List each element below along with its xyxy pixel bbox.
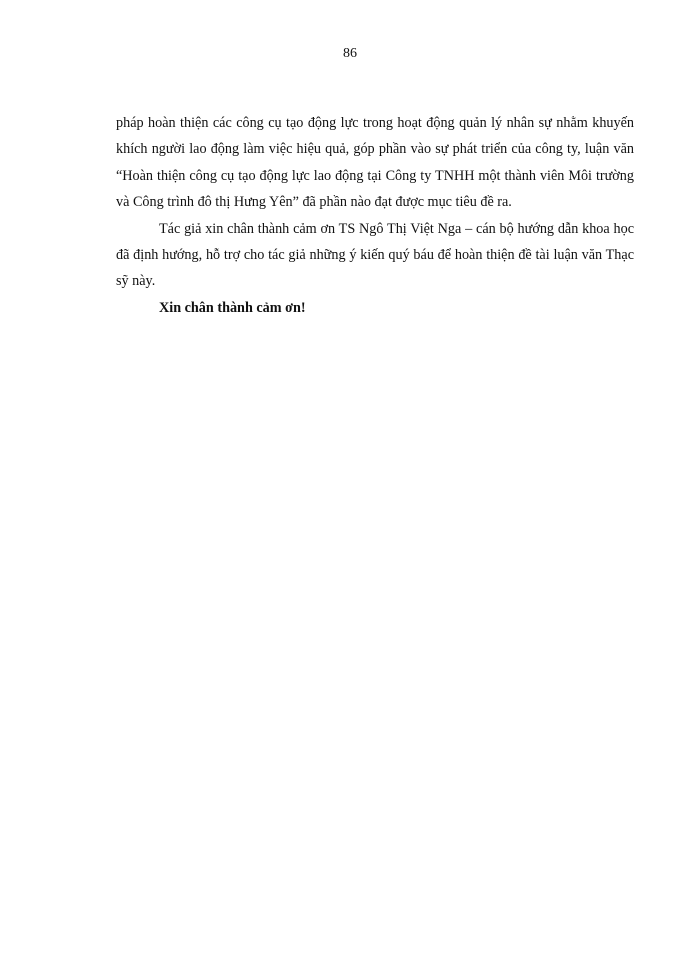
closing-thanks: Xin chân thành cảm ơn! bbox=[159, 299, 306, 316]
page-number: 86 bbox=[343, 46, 357, 61]
document-body bbox=[116, 110, 634, 321]
paragraph-conclusion: pháp hoàn thiện các công cụ tạo động lực trong hoạt động quản lý nhân sự nhằm khuyến khích người lao động làm việc hiệu quả, góp phần vào sự phát triển của công ty, luận văn “Hoàn thiện công cụ tạo động lực lao động tại Công ty TNHH một thành viên Môi trường và Công trình đô thị Hưng Yên” đã phần nào đạt được mục tiêu đề ra. bbox=[116, 115, 634, 211]
paragraph-acknowledgement: Tác giả xin chân thành cảm ơn TS Ngô Thị Việt Nga – cán bộ hướng dẫn khoa học đã định hướng, hỗ trợ cho tác giả những ý kiến quý báu để hoàn thiện đề tài luận văn Thạc sỹ này. bbox=[116, 220, 634, 290]
